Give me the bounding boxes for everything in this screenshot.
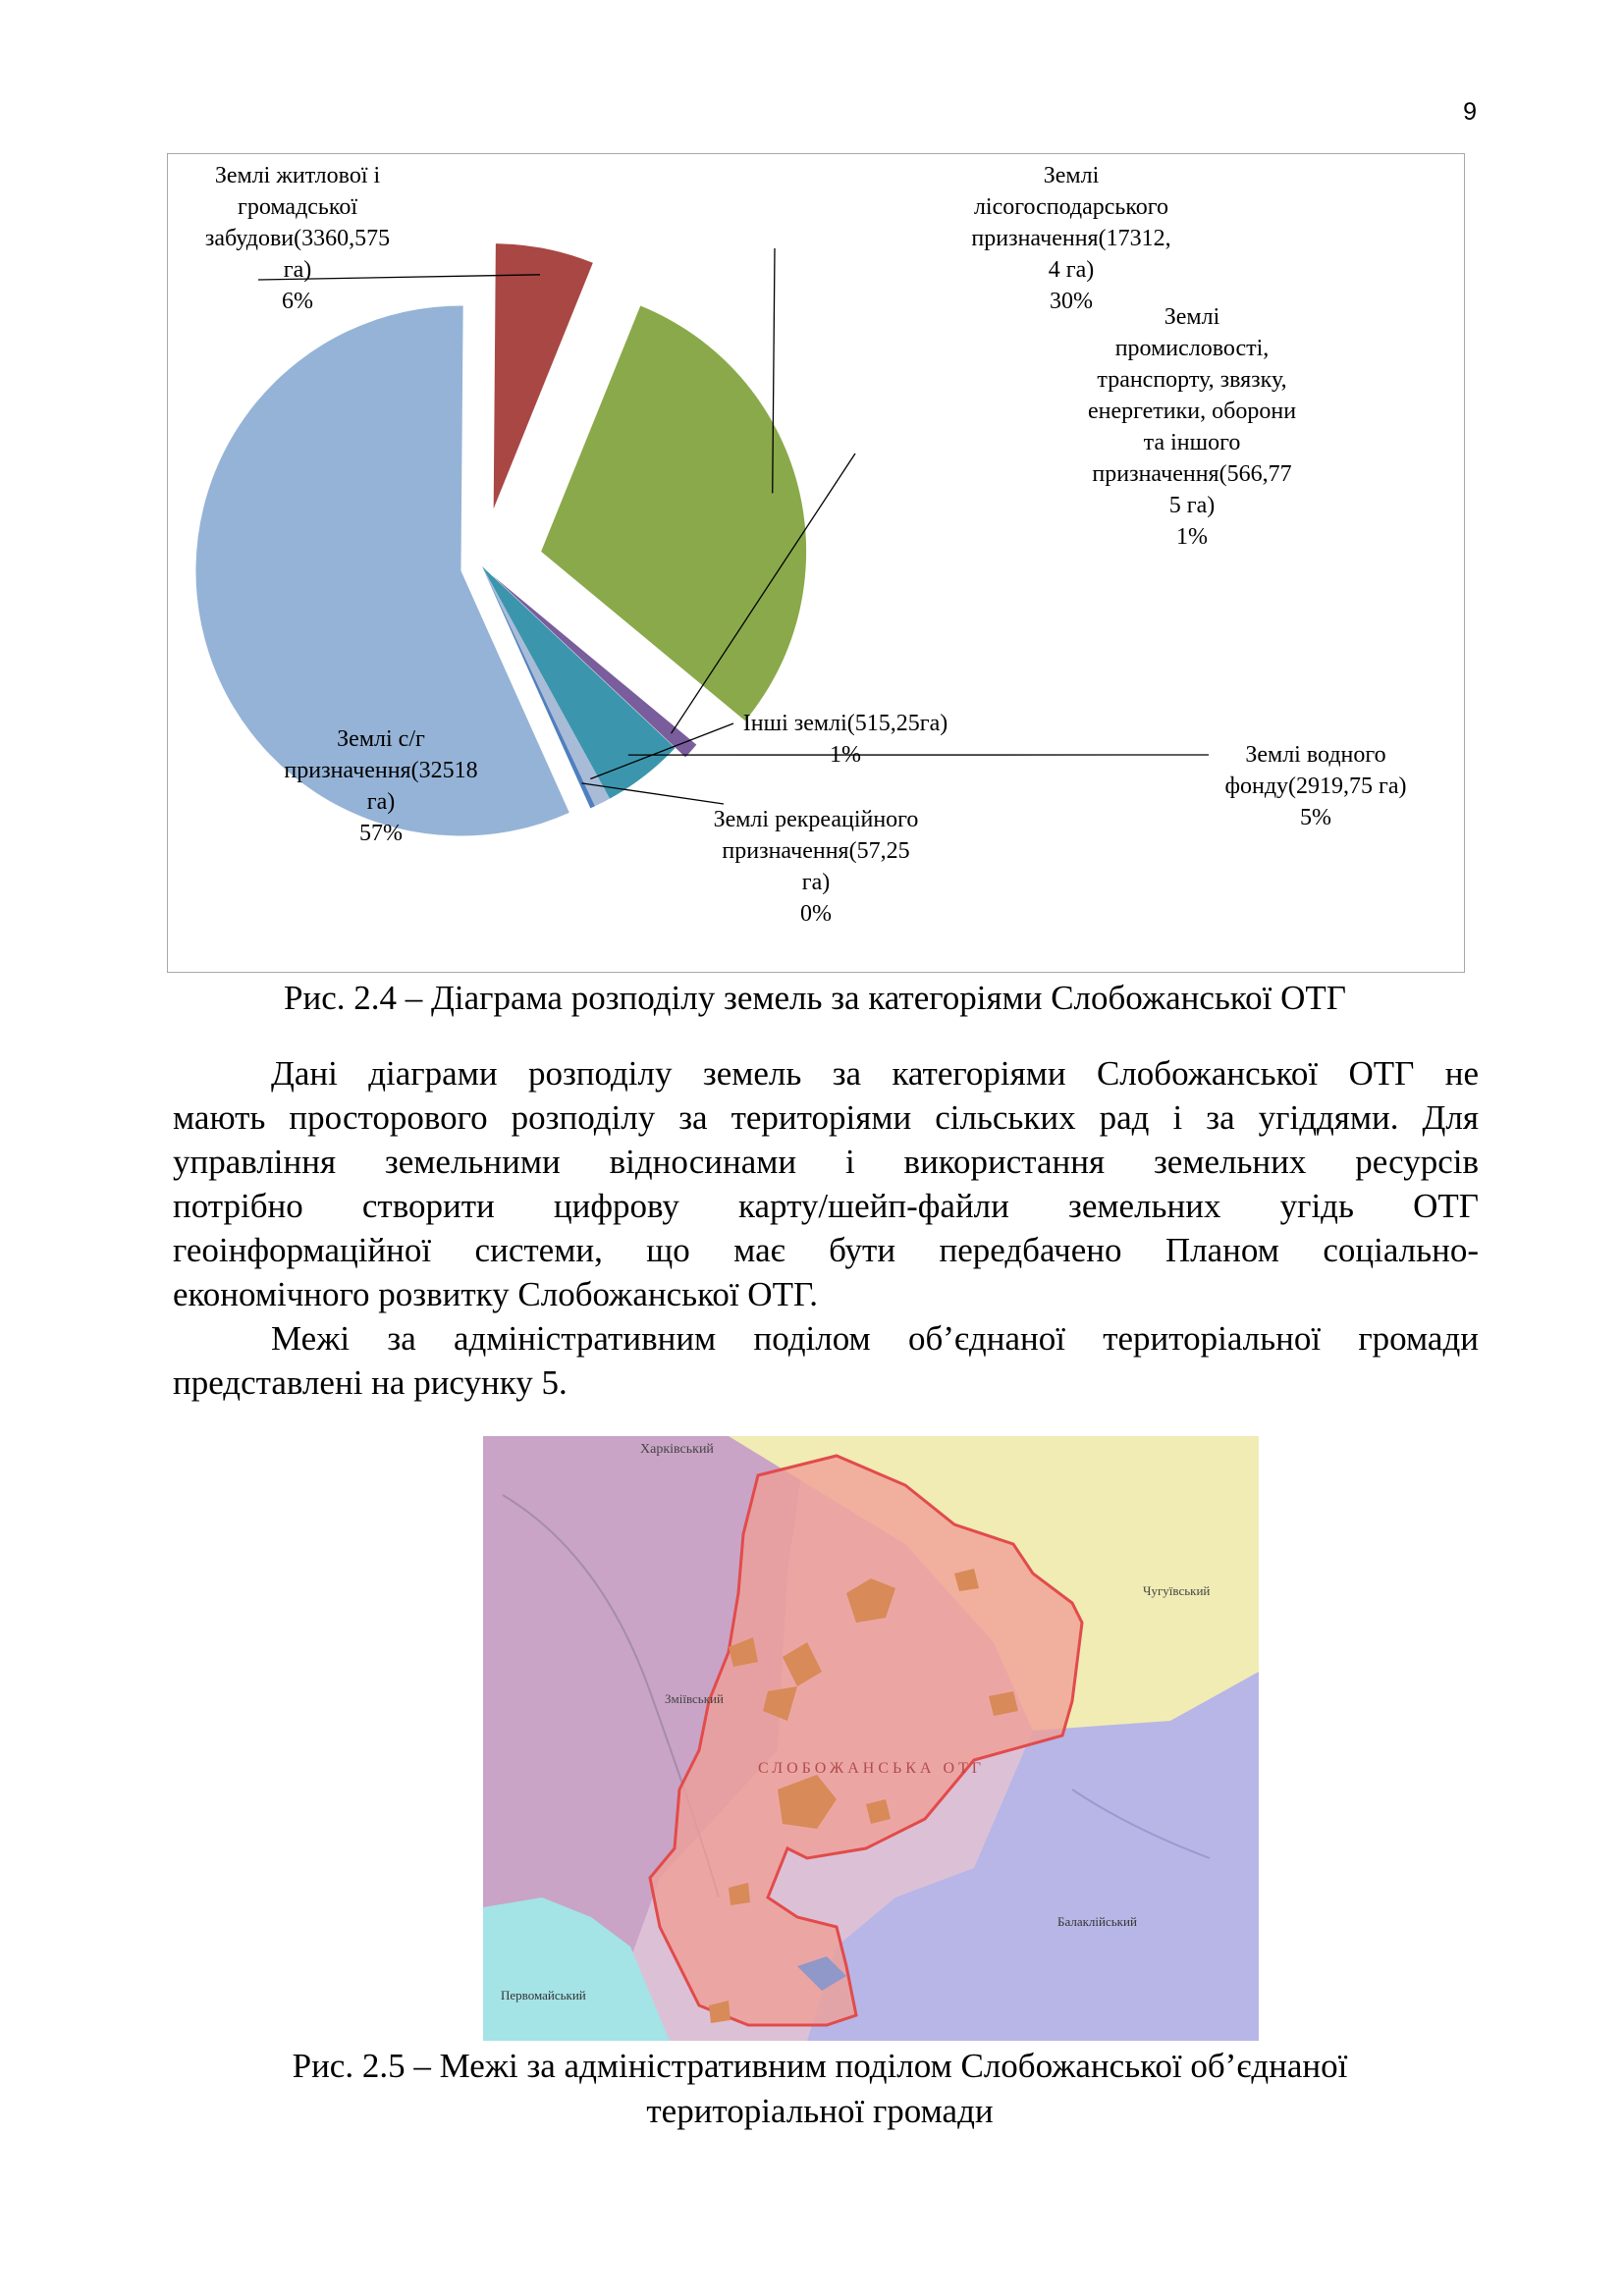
paragraph-line: Межі за адміністративним поділом об’єднаної територіальної громади — [271, 1319, 1479, 1358]
label-other: Інші землі(515,25га) 1% — [742, 711, 948, 768]
page-number: 9 — [1463, 98, 1477, 126]
paragraph-line: економічного розвитку Слобожанської ОТГ. — [173, 1275, 818, 1313]
label-water: Землі водного фонду(2919,75 га) 5% — [1224, 742, 1407, 830]
otg-boundary-map — [483, 1436, 1259, 2041]
pie-chart — [167, 153, 1465, 973]
paragraph-line: Дані діаграми розподілу земель за категоріями Слобожанської ОТГ не — [271, 1054, 1479, 1093]
paragraph-line: потрібно створити цифрову карту/шейп-файли земельних угідь ОТГ — [173, 1187, 1479, 1225]
map-label-otg: СЛОБОЖАНСЬКА ОТГ — [758, 1760, 986, 1777]
map-caption — [167, 2044, 1473, 2134]
map-caption-line: Рис. 2.5 – Межі за адміністративним поділом Слобожанської об’єднаної — [292, 2047, 1348, 2085]
chart-caption: Рис. 2.4 – Діаграма розподілу земель за категоріями Слобожанської ОТГ — [284, 979, 1346, 1017]
paragraph-line: мають просторового розподілу за територіями сільських рад і за угіддями. Для — [173, 1098, 1479, 1137]
label-forestry: Землі лісогосподарського призначення(17312, 4 га) 30% — [971, 163, 1171, 314]
paragraph-line: представлені на рисунку 5. — [173, 1363, 568, 1402]
map-image — [483, 1436, 1259, 2041]
label-agricultural: Землі с/г призначення(32518 га) 57% — [284, 726, 478, 846]
map-label-balakliiskyi: Балаклійський — [1057, 1914, 1137, 1929]
body-paragraph-2 — [173, 1316, 1479, 1405]
map-caption-line: територіальної громади — [646, 2092, 994, 2130]
label-recreation: Землі рекреаційного призначення(57,25 га) 0% — [713, 807, 919, 927]
map-label-chuhuivskyi: Чугуївський — [1143, 1583, 1211, 1598]
paragraph-line: геоінформаційної системи, що має бути передбачено Планом соціально- — [173, 1231, 1479, 1269]
paragraph-line: управління земельними відносинами і використання земельних ресурсів — [173, 1143, 1479, 1181]
map-label-kharkivskyi: Харківський — [640, 1442, 714, 1457]
label-industry: Землі промисловості, транспорту, звязку, енергетики, оборони та іншого призначення(566,77 5 га) 1% — [1087, 304, 1297, 550]
map-label-zmiivskyi: Зміївський — [665, 1691, 724, 1706]
map-label-pervomaiskyi: Первомайський — [501, 1988, 586, 2002]
label-residential: Землі житлової і громадської забудови(3360,575 га) 6% — [204, 163, 391, 314]
body-paragraph-1 — [173, 1051, 1479, 1316]
